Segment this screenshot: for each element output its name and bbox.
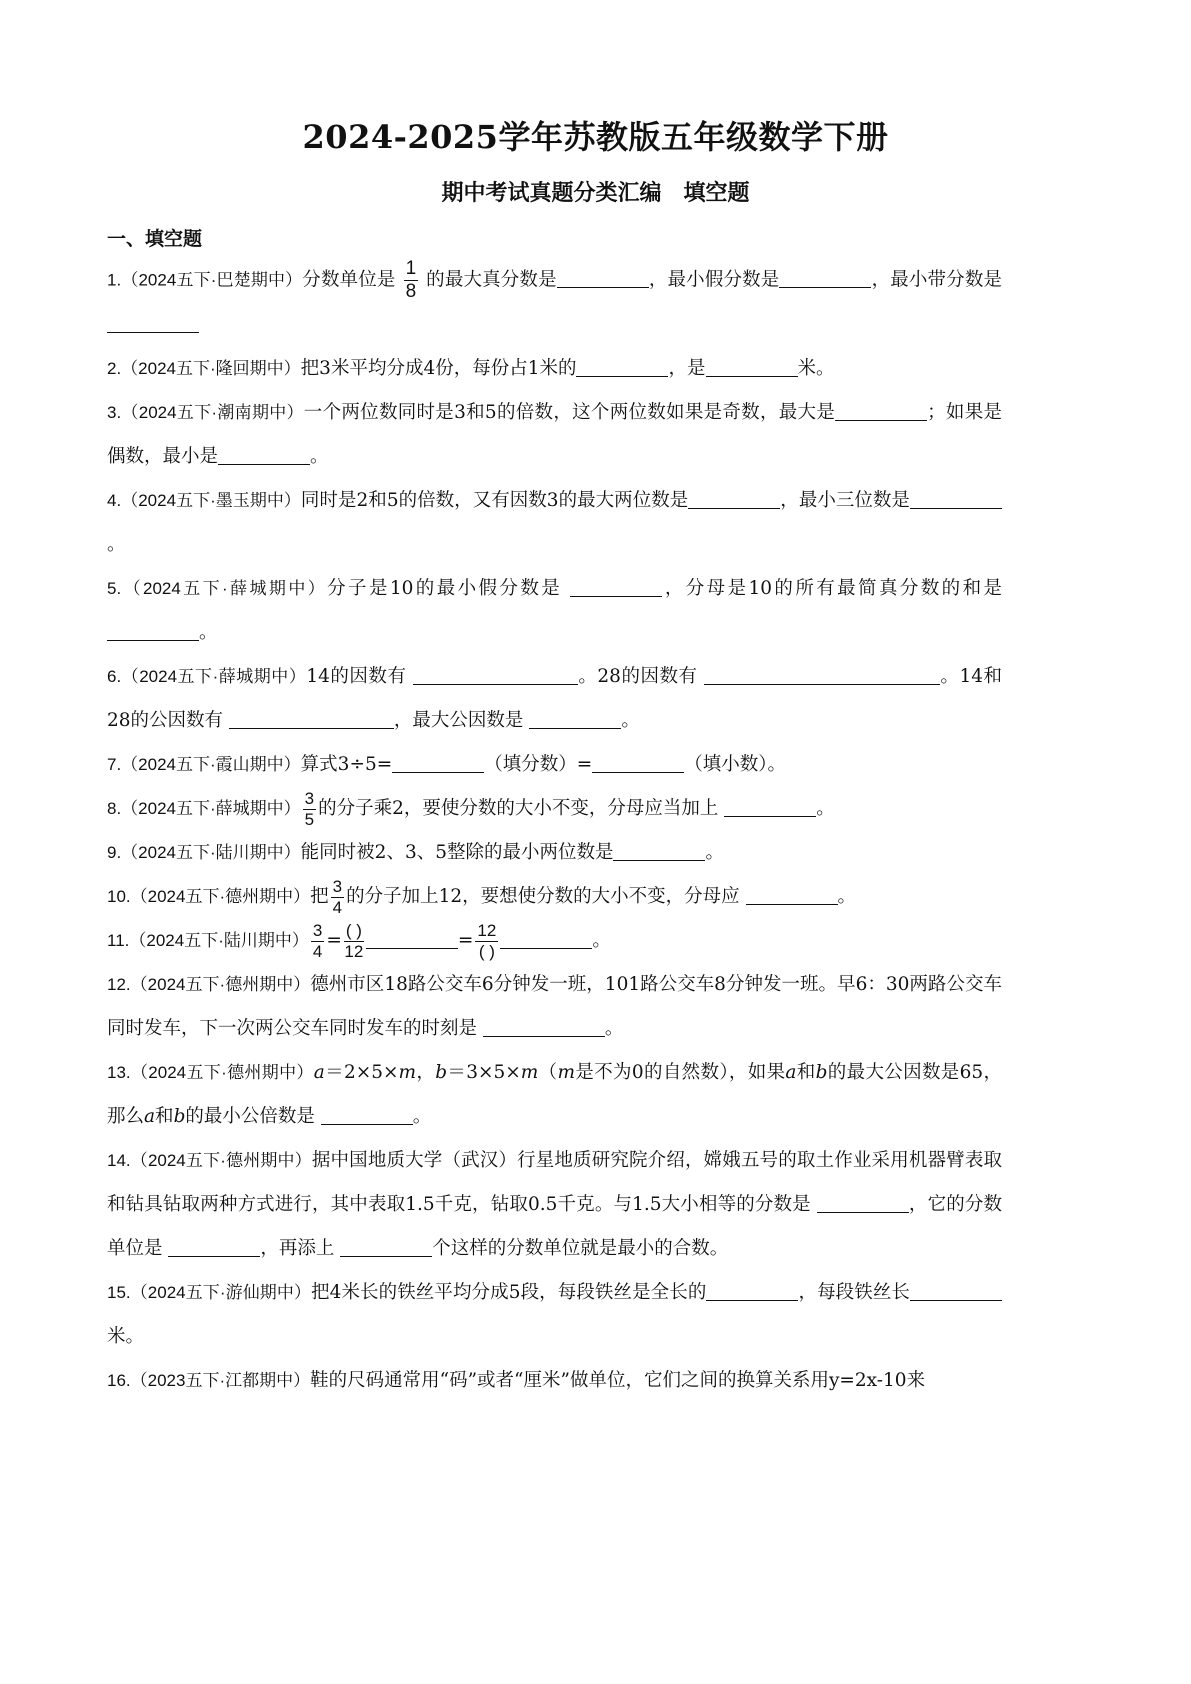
- question-list: [107, 258, 1002, 1403]
- question-text: 。: [310, 446, 329, 467]
- math-variable: a: [313, 1062, 325, 1083]
- question-text: 是不为0的自然数），如果: [575, 1062, 786, 1083]
- question-text: 。: [705, 842, 724, 863]
- question-text: 的最大真分数是: [420, 269, 557, 291]
- answer-blank[interactable]: [557, 269, 649, 289]
- fraction-numerator: ( ): [345, 920, 362, 940]
- question-item: [107, 875, 1002, 919]
- fraction-numerator: 1: [405, 258, 417, 279]
- fraction: [475, 921, 498, 962]
- fraction-numerator: 3: [304, 788, 315, 808]
- question-item: [107, 831, 1002, 875]
- math-variable: b: [173, 1106, 186, 1127]
- question-text: =: [457, 930, 474, 951]
- question-source: 11.（2024五下·陆川期中）: [107, 931, 309, 950]
- question-item: [107, 1051, 1002, 1139]
- question-text: ，最小假分数是: [648, 269, 780, 291]
- question-text: 一个两位数同时是3和5的倍数，这个两位数如果是奇数，最大是: [303, 402, 836, 423]
- fraction-denominator: 12: [344, 941, 364, 961]
- question-text: 。: [199, 622, 218, 643]
- question-text: ，: [416, 1062, 436, 1083]
- answer-blank[interactable]: [576, 357, 668, 377]
- math-variable: m: [398, 1062, 417, 1083]
- question-source: 12.（2024五下·德州期中）: [107, 975, 311, 994]
- answer-blank[interactable]: [704, 665, 940, 685]
- answer-blank[interactable]: [817, 1193, 909, 1213]
- math-variable: m: [520, 1062, 539, 1083]
- question-item: [107, 1139, 1002, 1271]
- question-item: [107, 347, 1002, 391]
- question-text: 分子是10的最小假分数是: [327, 578, 571, 599]
- math-variable: b: [435, 1062, 448, 1083]
- question-text: 14的因数有: [306, 666, 413, 687]
- fraction: [344, 921, 364, 962]
- fraction-denominator: 4: [332, 897, 343, 917]
- document-title: 2024-2025学年苏教版五年级数学下册: [302, 118, 889, 156]
- question-text: 。14和28的公因数有: [107, 666, 1002, 731]
- question-text: 的分子加上12，要想使分数的大小不变，分母应: [346, 886, 746, 907]
- answer-blank[interactable]: [500, 929, 592, 949]
- question-item: [107, 258, 1002, 347]
- answer-blank[interactable]: [218, 445, 310, 465]
- answer-blank[interactable]: [570, 577, 662, 597]
- question-text: 。: [592, 930, 611, 951]
- question-text: 。: [412, 1106, 432, 1127]
- question-text: ，是: [668, 358, 706, 379]
- question-item: [107, 963, 1002, 1051]
- fraction: [303, 789, 316, 830]
- question-text: （填分数）=: [484, 754, 593, 775]
- question-text: 。: [107, 534, 126, 555]
- fraction-denominator: 5: [304, 809, 315, 829]
- question-source: 10.（2024五下·德州期中）: [107, 887, 311, 906]
- question-text: 把3米平均分成4份，每份占1米的: [300, 358, 577, 379]
- answer-blank[interactable]: [107, 621, 199, 641]
- answer-blank[interactable]: [413, 665, 578, 685]
- question-item: [107, 567, 1002, 655]
- math-variable: m: [557, 1062, 576, 1083]
- question-text: 的最小公倍数是: [185, 1106, 321, 1127]
- question-source: 4.（2024五下·墨玉期中）: [107, 491, 301, 510]
- question-text: 。: [837, 886, 857, 907]
- answer-blank[interactable]: [688, 489, 780, 509]
- answer-blank[interactable]: [746, 885, 838, 905]
- fraction-numerator: 12: [477, 920, 497, 940]
- answer-blank[interactable]: [592, 753, 684, 773]
- document-subtitle: 期中考试真题分类汇编 填空题: [441, 181, 750, 206]
- question-text: 米。: [797, 358, 835, 379]
- question-source: 14.（2024五下·德州期中）: [107, 1151, 312, 1170]
- question-text: 和: [796, 1062, 816, 1083]
- question-text: 的最大公因数是65，那么: [107, 1062, 1002, 1127]
- question-text: ＝3×5×: [447, 1062, 521, 1083]
- question-text: 据中国地质大学（武汉）行星地质研究院介绍，嫦娥五号的取土作业采用机器臂表取和钻具钻取两种方式进行，其中表取1.5千克，钻取0.5千克。与1.5大小相等的分数是: [107, 1150, 1002, 1215]
- answer-blank[interactable]: [835, 401, 927, 421]
- question-item: [107, 1271, 1002, 1359]
- answer-blank[interactable]: [706, 357, 798, 377]
- question-source: 2.（2024五下·隆回期中）: [107, 359, 301, 378]
- fraction-denominator: ( ): [478, 941, 495, 961]
- answer-blank[interactable]: [613, 841, 705, 861]
- math-variable: a: [785, 1062, 797, 1083]
- question-source: 8.（2024五下·薛城期中）: [107, 799, 301, 818]
- question-source: 15.（2024五下·游仙期中）: [107, 1283, 312, 1302]
- question-text: ，最大公因数是: [393, 710, 530, 731]
- answer-blank[interactable]: [340, 1237, 432, 1257]
- question-text: ，它的分数单位是: [107, 1194, 1002, 1259]
- answer-blank[interactable]: [706, 1281, 798, 1301]
- question-item: [107, 391, 1002, 479]
- question-text: 米。: [107, 1326, 145, 1347]
- question-text: 把4米长的铁丝平均分成5段，每段铁丝是全长的: [311, 1282, 707, 1303]
- question-item: [107, 919, 1002, 963]
- answer-blank[interactable]: [107, 313, 199, 333]
- question-item: [107, 787, 1002, 831]
- answer-blank[interactable]: [168, 1237, 260, 1257]
- answer-blank[interactable]: [392, 753, 484, 773]
- fraction: [404, 258, 419, 303]
- question-text: ，再添上: [260, 1238, 341, 1259]
- answer-blank[interactable]: [483, 1017, 605, 1037]
- question-source: 7.（2024五下·霞山期中）: [107, 755, 301, 774]
- question-source: 9.（2024五下·陆川期中）: [107, 843, 301, 862]
- question-text: ＝2×5×: [324, 1062, 399, 1083]
- question-item: [107, 479, 1002, 567]
- question-text: ，每段铁丝长: [798, 1282, 910, 1303]
- question-text: 个这样的分数单位就是最小的合数。: [432, 1238, 729, 1259]
- question-text: 。: [816, 798, 835, 819]
- question-item: [107, 743, 1002, 787]
- question-source: 16.（2023五下·江都期中）: [107, 1371, 311, 1390]
- question-text: ，最小三位数是: [780, 490, 910, 511]
- question-source: 3.（2024五下·潮南期中）: [107, 403, 304, 422]
- fraction-numerator: 3: [312, 920, 323, 940]
- math-variable: a: [144, 1106, 156, 1127]
- question-item: [107, 1359, 1002, 1403]
- answer-blank[interactable]: [910, 489, 1002, 509]
- question-source: 6.（2024五下·薛城期中）: [107, 667, 307, 686]
- question-text: （填小数）。: [684, 754, 786, 775]
- question-text: ，分母是10的所有最简真分数的和是: [662, 578, 1002, 599]
- question-text: 分数单位是: [302, 269, 402, 291]
- fraction: [311, 921, 324, 962]
- question-text: =: [326, 930, 342, 951]
- question-text: 能同时被2、3、5整除的最小两位数是: [300, 842, 614, 863]
- section-heading: 一、填空题: [107, 228, 203, 250]
- answer-blank[interactable]: [529, 709, 621, 729]
- question-source: 13.（2024五下·德州期中）: [107, 1063, 314, 1082]
- question-item: [107, 655, 1002, 743]
- question-text: 。: [604, 1018, 624, 1039]
- answer-blank[interactable]: [229, 709, 394, 729]
- question-text: ，最小带分数是: [871, 269, 1002, 291]
- math-variable: b: [815, 1062, 828, 1083]
- question-text: 和: [155, 1106, 174, 1127]
- fraction-denominator: 4: [312, 941, 323, 961]
- fraction: [331, 877, 344, 918]
- question-text: 德州市区18路公交车6分钟发一班，101路公交车8分钟发一班。早6：30两路公交车同时发车，下一次两公交车同时发车的时刻是: [107, 974, 1002, 1039]
- question-text: 鞋的尺码通常用“码”或者“厘米”做单位，它们之间的换算关系用y=2x-10来: [310, 1370, 926, 1391]
- question-text: 的分子乘2，要使分数的大小不变，分母应当加上: [318, 798, 725, 819]
- answer-blank[interactable]: [321, 1105, 413, 1125]
- question-text: 算式3÷5=: [300, 754, 393, 775]
- fraction-denominator: 8: [405, 281, 417, 302]
- question-text: 。28的因数有: [577, 666, 704, 687]
- question-text: 同时是2和5的倍数，又有因数3的最大两位数是: [300, 490, 689, 511]
- question-text: 。: [621, 710, 640, 731]
- answer-blank[interactable]: [910, 1281, 1002, 1301]
- question-text: 把: [310, 886, 329, 907]
- question-text: ；如果是偶数，最小是: [107, 402, 1002, 467]
- question-source: 5.（2024五下·薛城期中）: [107, 579, 328, 598]
- fraction-numerator: 3: [332, 876, 343, 896]
- answer-blank[interactable]: [724, 797, 816, 817]
- answer-blank[interactable]: [779, 269, 871, 289]
- answer-blank[interactable]: [366, 929, 458, 949]
- question-text: （: [538, 1062, 558, 1083]
- question-source: 1.（2024五下·巴楚期中）: [107, 270, 303, 290]
